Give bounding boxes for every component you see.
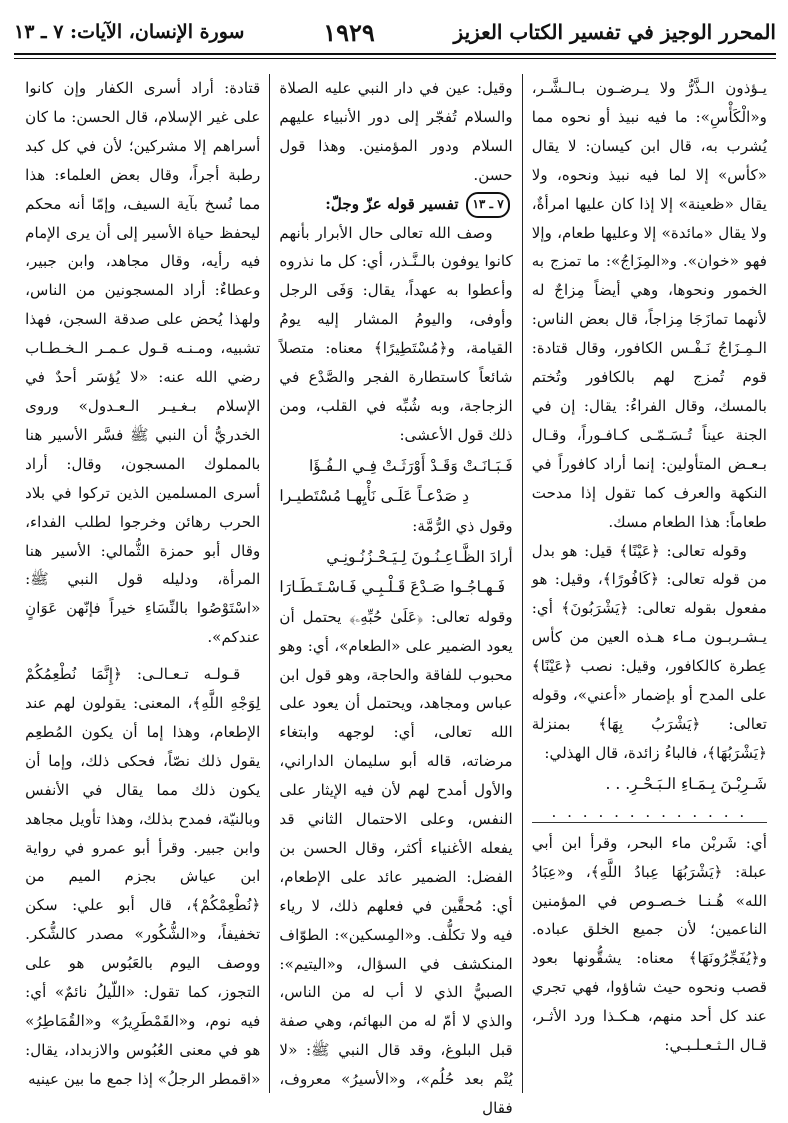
column-middle [269, 74, 522, 1118]
paragraph: وقوله تعالى: ﴿عَلَىٰ حُبِّهِۦ﴾ يحتمل أن يعود الضمير على «الطعام»، أي: وهو محبوب للفاقة والحاجة، وهو قول ابن عباس ومجاهد، ويحتمل أن يعود على الله تعالى، أي: لوجهه وابتغاء مرضاته، قاله أبو سليمان الداراني، والأول أمدح لهم لأن فيه الإيثار على النفس، وعلى الاحتمال الثاني قد يفعله الأغنياء أكثر، وقال الحسن بن الفضل: الضمير عائد على الإطعام، أي: مُحقَّين في فعلهم ذلك، لا رياء فيه ولا تكلُّف. و«المِسكين»: الطوّاف المنكشف في السؤال، و«اليتيم»: الصبيُّ الذي لا أب له من الناس، والذي لا أمّ له من البهائم، وهي صفة قبل البلوغ، وقد قال النبي ﷺ: «لا يُتْم بعد حُلُم»، و«الأسيرُ» معروف، فقال [279, 607, 513, 1118]
section-title: تفسير قوله عزّ وجلّ: [325, 194, 459, 213]
header-rule-thin [14, 58, 776, 59]
surah-info: سورة الإنسان، الآيات: ٧ ـ ١٣ [14, 21, 245, 43]
poem-verse: أرادَ الظَّـاعِـنُـونَ لِـيَـحْـزُنُـونِـي [326, 547, 513, 566]
section-heading [279, 190, 512, 219]
poem-verse: دِ صَدْعـاً عَلَـى نَأْيِهـا مُسْتَطيـرا [279, 486, 470, 505]
column-right [523, 74, 776, 1093]
paragraph: وصف الله تعالى حال الأبرار بأنهم كانوا يوفون بالـنَّـذر، أي: كل ما نذروه وأعطوا به عهداً، يقال: وَفَى الرجل وأوفى، واليومُ المشار إليه يومُ القيامة، و﴿مُسْتَطِيرًا﴾ معناه: متصلاً شائعاً كاستطارة الفجر والصَّدْع في الزجاجة، وبه شُبِّه في القلب، ومن ذلك قول الأعشى: [279, 223, 513, 444]
text-columns [16, 74, 776, 1118]
poem-ellipsis: . . . . . . . . . . . . . [532, 802, 767, 823]
paragraph: أي: شَربْن ماء البحر، وقرأ ابن أبي عبلة: ﴿يَشْرَبُهَا عِبادُ اللَّهِ﴾، و«عِبَادُ الله» هُـنـا خـصـوص في المؤمنين الناعمين؛ لأن جميع الخلق عباده. و﴿يُفَجِّرُونَهَا﴾ معناه: يشقُّونها بعود قصب ونحوه حيث شاؤوا، فهي تجري عند كل أحد منهم، هـكـذا ورد الأثـر، قـال الـثـعـلـبـي: [531, 833, 767, 1055]
poem-verse: شَـرِبْـنَ بِـمَـاءِ الـبَـحْـرِ. . . [605, 774, 767, 793]
header-rule [14, 53, 776, 55]
poem-verse: فَـهـاجُـوا صَـدْعَ قَـلْـبِـي فَـاسْـتَـطَـارَا [279, 577, 506, 596]
column-left [16, 74, 269, 1093]
book-title: المحرر الوجيز في تفسير الكتاب العزيز [453, 20, 776, 44]
paragraph: يـؤذون الـذَّرُّ ولا يـرضـون بـالـشَّـر، و«الْكَأْسِ»: ما فيه نبيذ أو نحوه مما يُشرب به، قال ابن كيسان: لا يقال «كأس» إلا لما فيه نبيذ ونحوه، ولا يقال «ظعينة» إلا إذا كان عليها امرأةٌ، ولا يقال «مائدة» إلا وعليها طعام، وإلا فهو «خوان». و«المِزَاجُ»: ما تمزج به الخمور ونحوها، وهي أيضاً مِزاجٌ له لأنهما تمازَجَا مِزاجاً، قال بعض الناس: الـمِـزَاجُ نَـفْـس الكافور، وقال قتادة: قوم تُمزج لهم بالكافور وتُختم بالمسك، وقال الفراءُ: يقال: إن في الجنة عيناً تُـسَـمّـى كـافـوراً، وقـال بـعـض المتأولين: إنما أراد كافوراً في النكهة والعرف كما تقول إذا مدحت طعاماً: هذا الطعام مسك. [531, 79, 767, 531]
paragraph: وقيل: عين في دار النبي عليه الصلاة والسلام تُفجّر إلى دور الأنبياء عليهم السلام ودور المؤمنين. وهذا قول حسن. [279, 79, 513, 184]
paragraph: وقول ذي الرُّمَّة: [412, 516, 513, 535]
paragraph: وقوله تعالى: ﴿عَيْنًا﴾ قيل: هو بدل من قوله تعالى: ﴿كَافُورًا﴾، وقيل: هو مفعول بقوله تعالى: ﴿يَشْرَبُونَ﴾ أي: يـشـربـون مـاء هـذه العين من كأس عِطرة كالكافور، وقيل: نصب ﴿عَيْنًا﴾ على المدح أو بإضمار «أعني»، وقوله تعالى: ﴿يَشْرَبُ بِهَا﴾ بمنزلة ﴿يَشْرَبُهَا﴾، فالباءُ زائدة، قال الهذلي: [531, 541, 767, 762]
paragraph: قتادة: أراد أسرى الكفار وإن كانوا على غير الإسلام، قال الحسن: ما كان أسراهم إلا مشركين؛ لأن في كل كبد رطبة أجراً، وقال بعض العلماء: هذا مما نُسخ بآية السيف، وإمّا أنه محكم ليحفظ حياة الأسير إلى أن يرى الإمام فيه رأيه، وقال مجاهد، وابن جبير، وعطاءٌ: أراد المسجونين من الناس، ولهذا يُحض على صدقة السجن، فهذا تشبيه، ومـنـه قـول عـمـر الـخـطـاب رضي الله عنه: «لا يُؤسَر أحدٌ في الإسلام بـغـيـر الـعـدول» وروى الخدريُّ أن النبي ﷺ فسَّر الأسير هنا بالمملوك المسجون، وقال: أراد أسرى المسلمين الذين تركوا في بلاد الحرب رهائن وخرجوا لطلب الفداء، وقال أبو حمزة الثُّمالي: الأسير هنا المرأة، ودليله قول النبي ﷺ: «اسْتَوْصُوا بالنِّسَاءِ خيراً فإنّهن عَوَانٍ عندكم». [25, 79, 261, 647]
poem-verse: فَـبَـانَـتْ وَقَـدْ أَوْرَثَـتْ فِـي الـفُـؤَا [308, 456, 513, 475]
page-number: ١٩٢٩ [323, 17, 375, 47]
ayah-range-badge: ٧ ـ ١٣ [466, 192, 509, 218]
paragraph: قـولـه تـعـالـى: ﴿إِنَّمَا نُطْعِمُكُمْ لِوَجْهِ اللَّهِ﴾، المعنى: يقولون لهم عند الإطعام، وهذا إما أن يكون المُطعِم يقول ذلك نصّاً، فحكى ذلك، وإما أن يكون ذلك مما يقال في الأنفس وبالنيّة، فمدح بذلك، وهذا تأويل مجاهد وابن جبير. وقرأ أبو عمرو في رواية ابن عياش بجزم الميم من ﴿نُطْعِمْكُمْ﴾، قال أبو علي: سكن تخفيفاً، و«الشُّكُور» مصدر كالشُّكر. ووصف اليوم بالعَبُوس هو على التجوز، كما تقول: «اللّيلُ نائمٌ» أي: فيه نوم، و«القَمْطَرِيرُ» و«القُمَاطِرُ» هو في معنى العُبُوس والازبداد، يقال: «اقمطر الرجلُ» إذا جمع ما بين عينيه [25, 665, 261, 1088]
page-header [14, 14, 776, 50]
